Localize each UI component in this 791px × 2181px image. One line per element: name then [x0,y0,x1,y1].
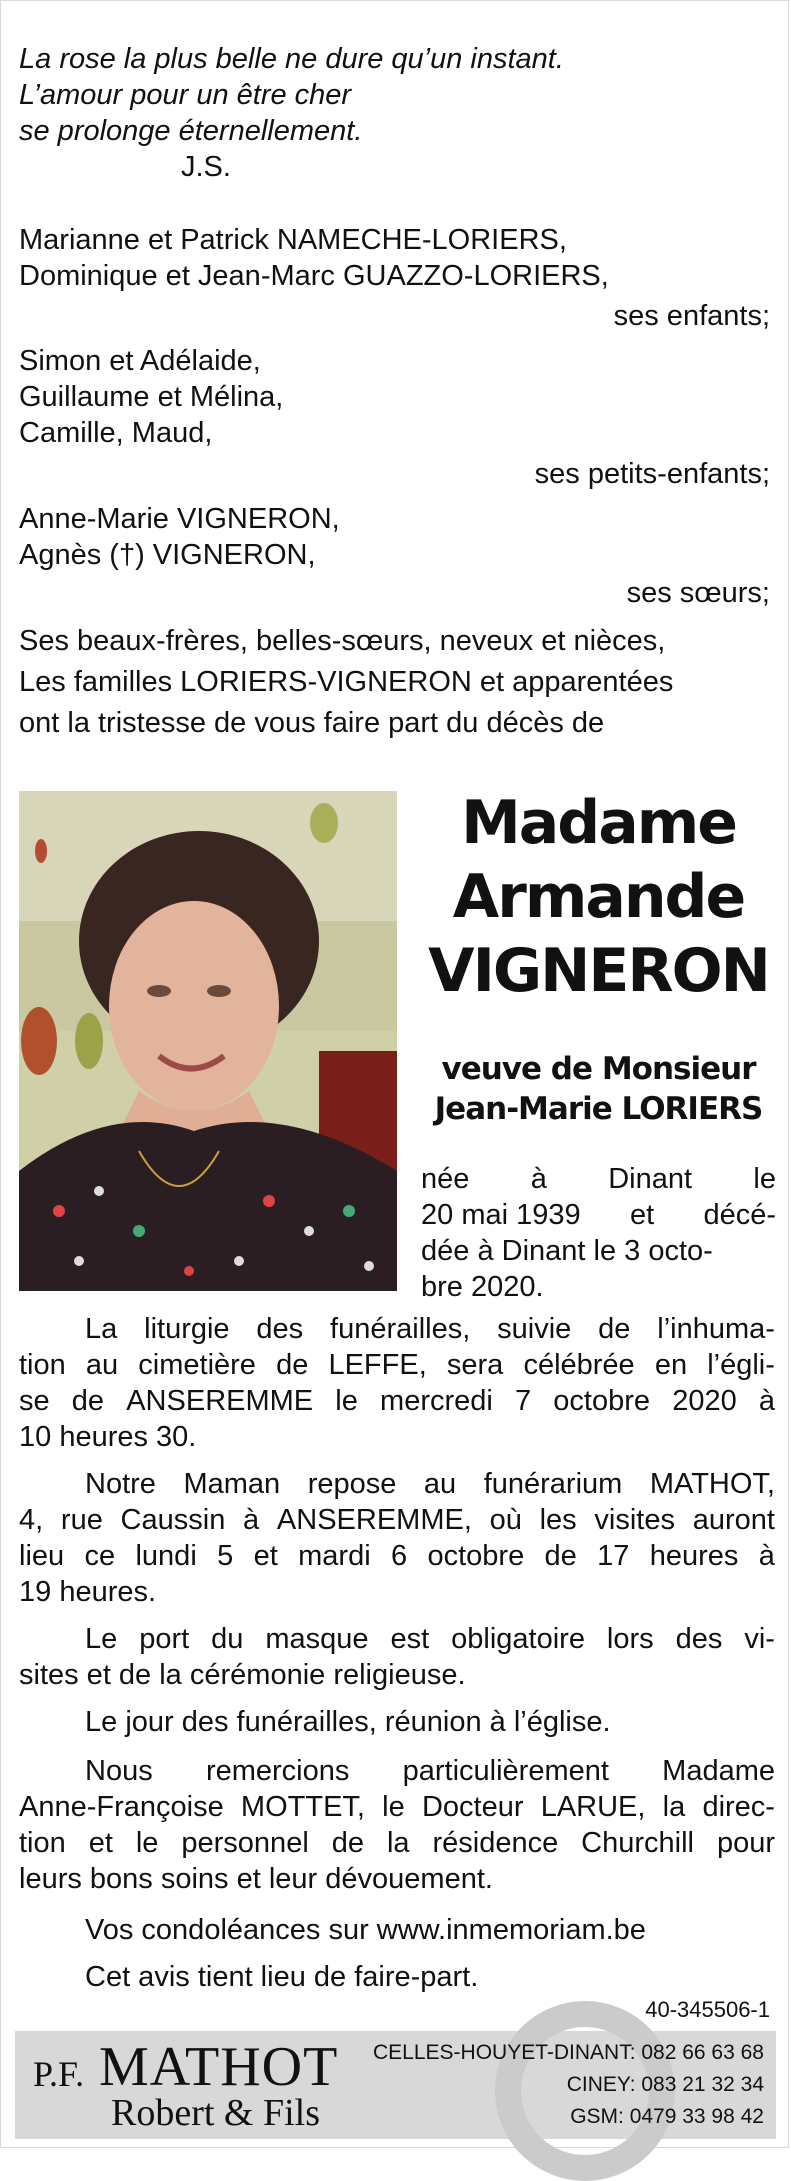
word: des [675,1623,723,1655]
paragraph-notice [19,1959,775,1995]
grandchild-line: Camille, Maud, [19,417,213,449]
text-line: leurs bons soins et leur dévouement. [19,1863,493,1895]
word: vi- [744,1623,775,1655]
sisters-list [19,501,340,573]
contact-line: CINEY: 083 21 32 34 [566,2073,764,2096]
word: de [598,1313,631,1345]
word: Churchill [581,1827,694,1859]
word: de [71,1385,105,1417]
grandchild-line: Simon et Adélaide, [19,345,261,377]
word: funérarium [483,1468,623,1500]
word: MOTTET, [240,1791,365,1823]
paragraph-mask [19,1621,775,1693]
widow-line: veuve de Monsieur [441,1051,756,1087]
children-list [19,222,609,294]
word: Nous [85,1755,153,1787]
word: et [253,1540,278,1572]
word: sera [446,1349,504,1381]
text-line [19,1502,775,1538]
text-line [19,1753,775,1789]
sister-line: Agnès (†) VIGNERON, [19,539,316,571]
word: dée à Dinant le 3 octo- [421,1235,713,1267]
word: où [489,1504,522,1536]
word: remercions [205,1755,350,1787]
text-line [421,1161,776,1197]
word: 5 [217,1540,234,1572]
word: célébrée [523,1349,635,1381]
word: 6 [390,1540,408,1572]
text-line [19,1347,775,1383]
poem-line: La rose la plus belle ne dure qu’un instant. [19,43,564,75]
text-line: sites et de la cérémonie religieuse. [19,1659,466,1691]
text-line [421,1233,776,1269]
paragraph-liturgy [19,1311,775,1455]
word: mardi [298,1540,371,1572]
funeral-home-footer [15,2031,776,2139]
word: cimetière [138,1349,256,1381]
poem-signature: J.S. [181,151,231,183]
word: et [88,1827,113,1859]
word: suivie [497,1313,572,1345]
word: liturgie [144,1313,230,1345]
child-line: Marianne et Patrick NAMECHE-LORIERS, [19,224,567,256]
text-line: Vos condoléances sur www.inmemoriam.be [85,1914,646,1946]
word: des [256,1313,304,1345]
text-line [421,1197,776,1233]
word: à [530,1163,547,1195]
word: 7 [515,1385,532,1417]
deceased-title: Madame [461,788,736,858]
word: de [331,1827,364,1859]
word: lieu [19,1540,65,1572]
word: Anne-Françoise [19,1791,224,1823]
contact-line: CELLES-HOUYET-DINANT: 082 66 63 68 [372,2041,764,2064]
paragraph-thanks [19,1753,775,1897]
word: résidence [432,1827,559,1859]
text-line [19,1621,775,1657]
family-line: ont la tristesse de vous faire part du décès de [19,707,605,739]
word: funérailles, [330,1313,471,1345]
word: le [135,1827,159,1859]
grandchildren-label: ses petits-enfants; [534,458,770,490]
word: Notre [85,1468,156,1500]
paragraph-meeting [19,1704,775,1740]
text-line [19,1466,775,1502]
word: de [276,1349,309,1381]
word: direc- [702,1791,775,1823]
word: La [85,1313,118,1345]
children-label: ses enfants; [613,300,770,332]
child-line: Dominique et Jean-Marc GUAZZO-LORIERS, [19,260,609,292]
word: 4, [19,1504,44,1536]
text-line [19,1825,775,1861]
word: décé- [703,1199,776,1231]
word: se [19,1385,50,1417]
word: pour [716,1827,775,1859]
portrait-illustration [19,791,397,1291]
contact-line: GSM: 0479 33 98 42 [570,2105,764,2128]
word: Maman [183,1468,281,1500]
poem-line: L’amour pour un être cher [19,79,352,111]
word: le [335,1385,358,1417]
word: est [390,1623,430,1655]
word: du [211,1623,244,1655]
poem-line: se prolonge éternellement. [19,115,363,147]
word: personnel [181,1827,309,1859]
word: à [243,1504,260,1536]
word: Docteur [421,1791,524,1823]
widow-line: Jean-Marie LORIERS [434,1091,763,1127]
word: 20 mai 1939 [421,1199,581,1231]
text-line [421,1269,776,1305]
word: le [382,1791,405,1823]
word: lundi [135,1540,197,1572]
text-line [19,1383,775,1419]
footer-company: MATHOT [99,2036,339,2098]
word: 17 [597,1540,630,1572]
sister-line: Anne-Marie VIGNERON, [19,503,340,535]
family-line: Ses beaux-frères, belles-sœurs, neveux et nièces, [19,625,666,657]
word: à [758,1540,775,1572]
text-line: 10 heures 30. [19,1421,197,1453]
word: les [539,1504,577,1536]
word: en [654,1349,688,1381]
text-line: Le jour des funérailles, réunion à l’église. [85,1706,611,1738]
word: LARUE, [540,1791,646,1823]
word: masque [265,1623,369,1655]
portrait-photo [19,791,397,1291]
deceased-first-name: Armande [452,862,745,932]
word: particulièrement [402,1755,609,1787]
word: ANSEREMME [126,1385,314,1417]
word: octobre [427,1540,525,1572]
word: obligatoire [451,1623,585,1655]
word: octobre [553,1385,651,1417]
widow-of [421,1049,776,1129]
word: bre 2020. [421,1271,544,1303]
birth-death-text [421,1161,776,1305]
family-line: Les familles LORIERS-VIGNERON et apparentées [19,666,674,698]
grandchildren-list [19,343,283,451]
word: la [386,1827,410,1859]
text-line [19,1538,775,1574]
deceased-name [421,786,776,1008]
word: ANSEREMME, [276,1504,472,1536]
word: et [629,1199,655,1231]
text-line: Cet avis tient lieu de faire-part. [85,1961,479,1993]
family-list [19,621,673,744]
word: Le [85,1623,118,1655]
word: de [544,1540,577,1572]
word: Dinant [608,1163,693,1195]
text-line [19,1311,775,1347]
text-line: 19 heures. [19,1576,157,1608]
word: auront [692,1504,775,1536]
paragraph-funeral-home [19,1466,775,1610]
footer-contacts [373,2037,764,2133]
reference-number: 40-345506-1 [645,1997,770,2022]
word: ce [84,1540,116,1572]
word: le [753,1163,776,1195]
word: Caussin [120,1504,226,1536]
paragraph-condolences [19,1912,775,1948]
footer-pf: P.F. [33,2054,85,2094]
deceased-last-name: VIGNERON [428,936,769,1006]
word: Madame [662,1755,775,1787]
word: LEFFE, [328,1349,427,1381]
sisters-label: ses sœurs; [626,577,770,609]
word: l’égli- [707,1349,775,1381]
word: la [662,1791,686,1823]
word: MATHOT, [649,1468,775,1500]
word: tion [19,1349,66,1381]
word: rue [60,1504,103,1536]
word: au [423,1468,457,1500]
word: née [421,1163,470,1195]
poem [19,41,564,185]
word: visites [594,1504,675,1536]
word: 2020 [672,1385,737,1417]
word: mercredi [380,1385,493,1417]
footer-subtitle: Robert & Fils [111,2092,321,2134]
word: repose [307,1468,397,1500]
text-line [19,1789,775,1825]
word: port [139,1623,190,1655]
word: lors [606,1623,654,1655]
word: à [758,1385,775,1417]
word: l’inhuma- [657,1313,775,1345]
word: tion [19,1827,66,1859]
word: heures [649,1540,739,1572]
word: au [85,1349,119,1381]
grandchild-line: Guillaume et Mélina, [19,381,284,413]
